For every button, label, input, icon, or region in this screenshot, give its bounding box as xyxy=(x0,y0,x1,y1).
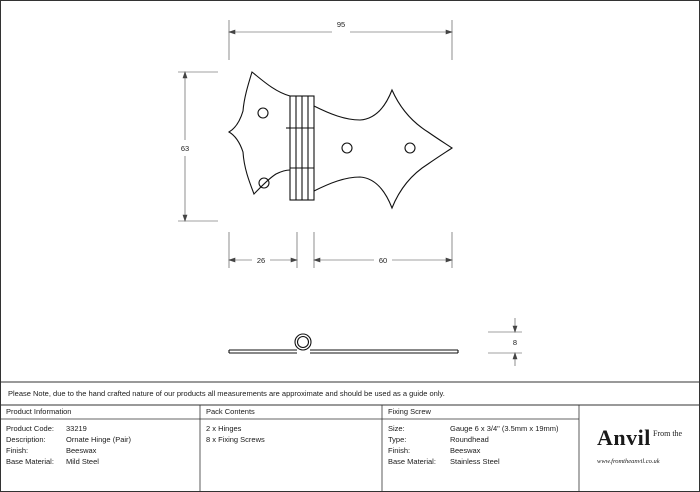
dim-8-arrow-top xyxy=(513,326,517,332)
screw-row: Base Material: Stainless Steel xyxy=(388,457,500,466)
dim-63-arrow-top xyxy=(183,72,187,78)
dim-8-arrow-bottom xyxy=(513,353,517,359)
fixing-screw-heading: Fixing Screw xyxy=(388,407,431,416)
left-leaf-hole-top xyxy=(258,108,268,118)
screw-row: Type: Roundhead xyxy=(388,435,489,444)
dim-26-label: 26 xyxy=(256,256,266,265)
dim-26-arrow-right xyxy=(291,258,297,262)
dim-60-arrow-left xyxy=(314,258,320,262)
brand-logo xyxy=(579,405,699,491)
info-row: Finish: Beeswax xyxy=(6,446,97,455)
right-leaf-hole-inner xyxy=(342,143,352,153)
product-information-panel xyxy=(0,405,200,491)
dim-95-arrow-right xyxy=(446,30,452,34)
hinge-side-view xyxy=(229,334,458,353)
product-information-heading: Product Information xyxy=(6,407,72,416)
info-row: Product Code: 33219 xyxy=(6,424,87,433)
info-row: Description: Ornate Hinge (Pair) xyxy=(6,435,132,444)
right-leaf-hole-outer xyxy=(405,143,415,153)
pack-item: 2 x Hinges xyxy=(206,424,242,433)
dim-8-label: 8 xyxy=(512,338,518,347)
dim-60-arrow-right xyxy=(446,258,452,262)
logo-name: Anvil xyxy=(597,425,651,450)
dim-26-arrow-left xyxy=(229,258,235,262)
dim-60-label: 60 xyxy=(378,256,388,265)
pack-contents-panel xyxy=(200,405,382,491)
screw-row: Size: Gauge 6 x 3/4" (3.5mm x 19mm) xyxy=(388,424,559,433)
dim-63-label: 63 xyxy=(180,144,190,153)
info-row: Base Material: Mild Steel xyxy=(6,457,99,466)
pack-contents-heading: Pack Contents xyxy=(206,407,255,416)
logo-url: www.fromtheanvil.co.uk xyxy=(597,458,660,465)
hinge-plan-view xyxy=(229,72,452,208)
dim-95-label: 95 xyxy=(336,20,346,29)
right-leaf-outline xyxy=(314,90,452,208)
screw-row: Finish: Beeswax xyxy=(388,446,481,455)
logo-from-the: From the xyxy=(653,429,683,438)
left-leaf-outline xyxy=(229,72,290,194)
side-knuckle-inner xyxy=(298,337,309,348)
dim-95-arrow-left xyxy=(229,30,235,34)
pack-item: 8 x Fixing Screws xyxy=(206,435,265,444)
disclaimer-note: Please Note, due to the hand crafted nature of our products all measurements are approximate and should be used as a guide only. xyxy=(8,389,445,398)
dimension-lines xyxy=(178,20,522,366)
left-leaf-hole-bottom xyxy=(259,178,269,188)
dim-63-arrow-bottom xyxy=(183,215,187,221)
fixing-screw-panel xyxy=(382,405,579,491)
